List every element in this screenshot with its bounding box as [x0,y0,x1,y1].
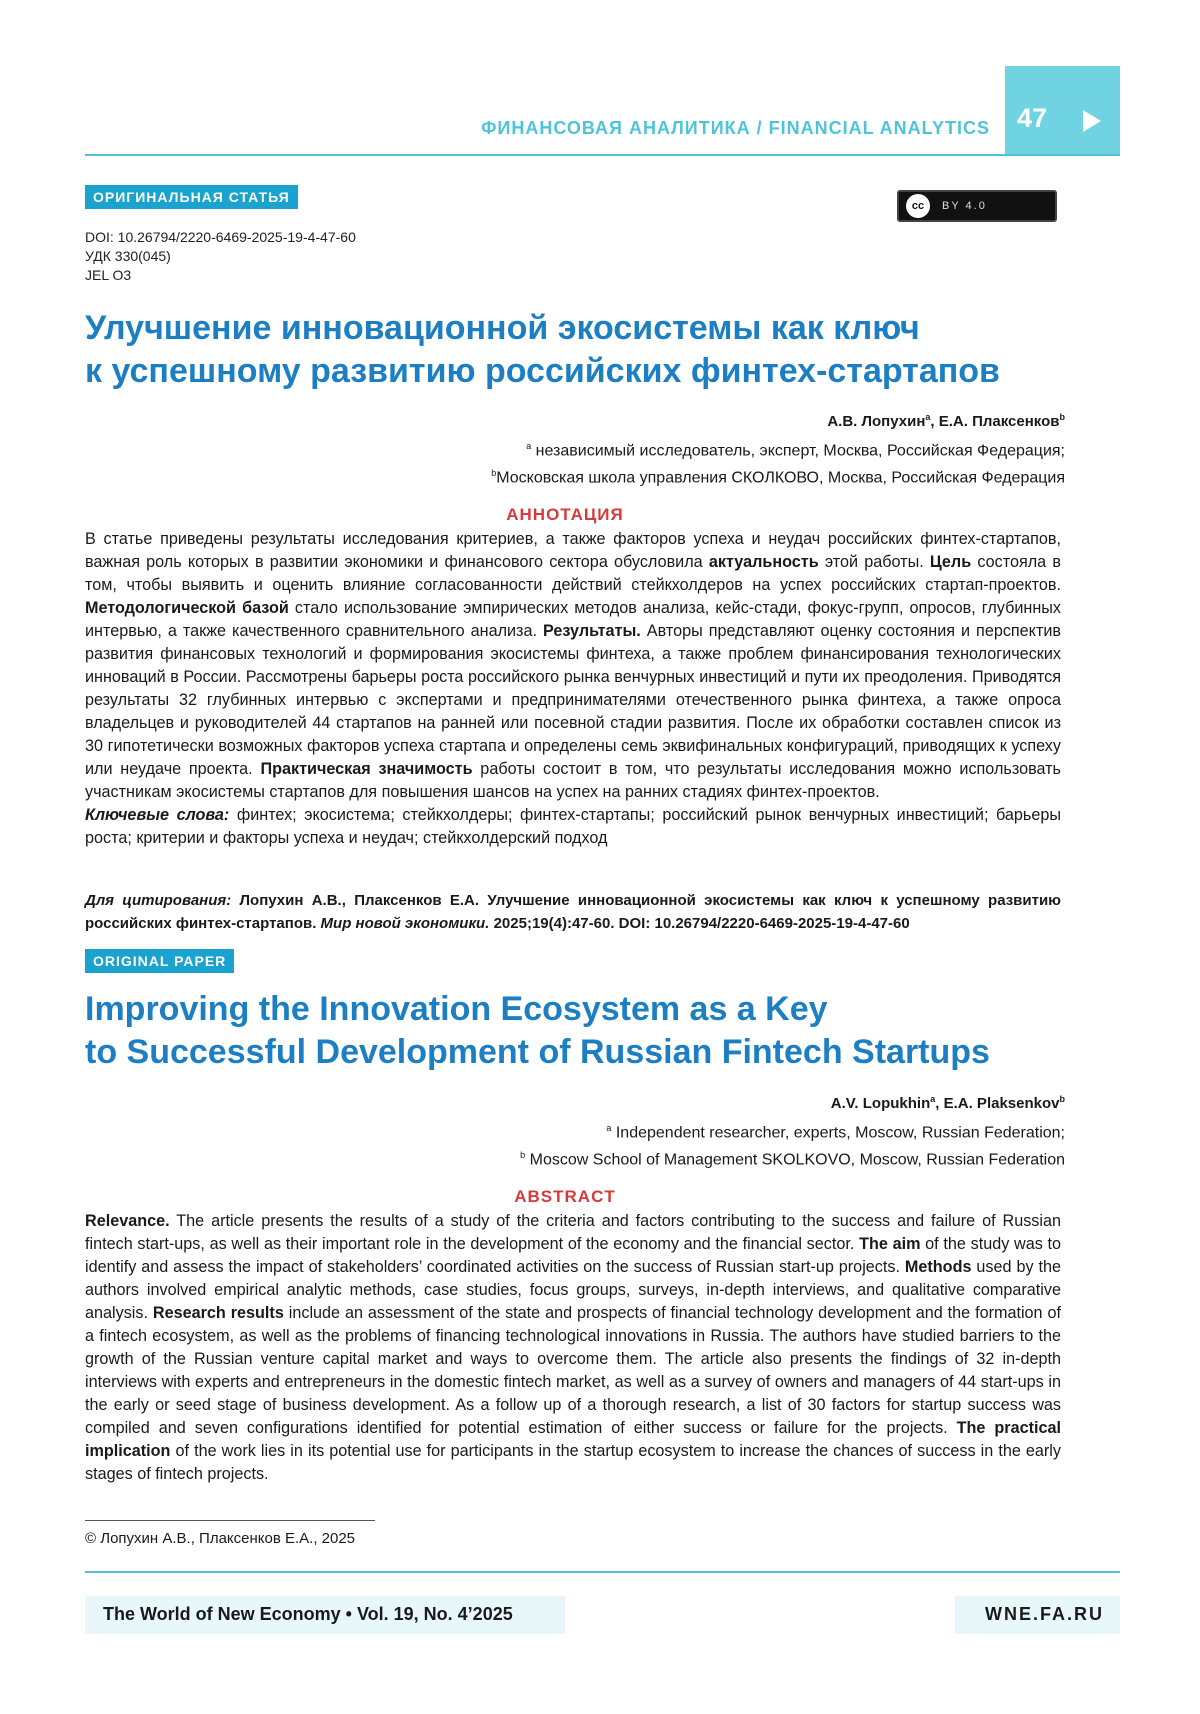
citation-block: Для цитирования: Лопухин А.В., Плаксенков Е.А. Улучшение инновационной экосистемы как ключ к успешному развитию российских финтех-стартапов. Мир новой экономики. 2025;19(4):47-60. DOI: 10.26794/2220-6469-2025-19-4-47-60 [85,892,1061,932]
authors-ru [85,412,1065,430]
arrow-right-icon [1083,110,1101,132]
header-divider [85,154,1120,156]
annotation-body: В статье приведены результаты исследования критериев, а также факторов успеха и неудач российских финтех-стартапов, важная роль которых в развитии экономики и финансового сектора обусловила актуальность этой работы. Цель состояла в том, чтобы выявить и оценить влияние согласованности действий стейкхолдеров на успех российских стартап-проектов. Методологической базой стало использование эмпирических методов анализа, кейс-стади, фокус-групп, опросов, глубинных интервью, а также качественного сравнительного анализа. Результаты. Авторы представляют оценку состояния и перспектив развития финансовых технологий и формирования экосистемы финтеха, а также проблем финансирования технологических инноваций в России. Рассмотрены барьеры роста российского рынка венчурных инвестиций и пути их преодоления. Приводятся результаты 32 глубинных интервью с экспертами и предпринимателями отечественного рынка финтеха, а также опроса владельцев и руководителей 44 стартапов на ранней или посевной стадии развития. После их обработки составлен список из 30 гипотетически возможных факторов успеха стартапа и определены семь эквифинальных конфигураций, приводящих к успеху или неудаче проекта. Практическая значимость работы состоит в том, что результаты исследования можно использовать участникам экосистемы стартапов для повышения шансов на успех на ранних стадиях финтех-проектов. Ключевые слова: финтех; экосистема; стейкхолдеры; финтех-стартапы; российский рынок венчурных инвестиций; барьеры роста; критерии и факторы успеха и неудач; стейкхолдерский подход [85,530,1062,847]
jel: JEL O3 [85,267,132,283]
page-number: 47 [1017,103,1048,133]
title-line-2: to Successful Development of Russian Fintech Startups [85,1033,990,1071]
author-separator: , [930,413,939,430]
affiliation-a: $^a$ Independent researcher, experts, Moscow, Russian Federation; [606,1123,1065,1142]
author-affiliation-mark: b [1059,1094,1065,1104]
cc-icon: cc [906,194,930,218]
author-name: Е.А. Плаксенков [938,413,1060,430]
article-type-badge-en: ORIGINAL PAPER [85,949,234,973]
footer-divider [85,1571,1120,1573]
author-name: А.В. Лопухин [827,413,926,430]
author-name: E.A. Plaksenkov [943,1095,1060,1112]
doi[interactable]: DOI: 10.26794/2220-6469-2025-19-4-47-60 [85,229,356,245]
affiliations-ru [85,435,1065,490]
affiliation-b: $^b$Московская школа управления СКОЛКОВО, Москва, Российская Федерация [491,468,1065,487]
cc-license-label: BY 4.0 [942,200,987,212]
authors-en [85,1094,1065,1112]
author-affiliation-mark: a [925,412,931,422]
udk: УДК 330(045) [85,248,171,264]
affiliation-a: $^a$ независимый исследователь, эксперт, Москва, Российская Федерация; [526,441,1065,460]
author-separator: , [935,1095,944,1112]
article-title-ru [85,307,1085,393]
keywords-label: Ключевые слова: [85,806,230,824]
affiliation-b: $^b$ Moscow School of Management SKOLKOVO, Moscow, Russian Federation [520,1150,1065,1169]
abstract-body: Relevance. The article presents the results of a study of the criteria and factors contributing to the success and failure of Russian fintech start-ups, as well as their important role in the development of the economy and the financial sector. The aim of the study was to identify and assess the impact of stakeholders’ coordinated activities on the success of Russian start-up projects. Methods used by the authors involved empirical analytic methods, case studies, focus groups, surveys, in-depth interviews, and qualitative comparative analysis. Research results include an assessment of the state and prospects of financial technology development and the formation of a fintech ecosystem, as well as the problems of financing technological innovations in Russia. The authors have studied barriers to the growth of the Russian venture capital market and ways to overcome them. The article also presents the findings of 32 in-depth interviews with experts and entrepreneurs in the domestic fintech market, as well as a survey of owners and managers of 44 start-ups in the early or seed stage of business development. As a follow up of a thorough research, a list of 30 factors for startup success was compiled and seven configurations identified for potential estimation of either success or failure for the projects. The practical implication of the work lies in its potential use for participants in the startup ecosystem to increase the chances of success in the early stages of fintech projects. [85,1212,1062,1483]
article-title-en [85,988,1085,1074]
footer-site-link[interactable]: WNE.FA.RU [985,1604,1104,1624]
keywords-text: финтех; экосистема; стейкхолдеры; финтех-стартапы; российский рынок венчурных инвестиций; барьеры роста; критерии и факторы успеха и неудач; стейкхолдерский подход [85,806,1061,847]
copyright-divider [85,1520,375,1521]
author-affiliation-mark: b [1059,412,1065,422]
article-type-badge-ru: ОРИГИНАЛЬНАЯ СТАТЬЯ [85,185,298,209]
copyright-notice: © Лопухин А.В., Плаксенков Е.А., 2025 [85,1530,356,1547]
abstract-heading: ABSTRACT [514,1187,616,1206]
affiliations-en [85,1117,1065,1172]
title-line-2: к успешному развитию российских финтех-стартапов [85,352,1000,390]
author-affiliation-mark: a [930,1094,936,1104]
author-name: A.V. Lopukhin [830,1095,931,1112]
footer-journal: The World of New Economy • Vol. 19, No. 4’2025 [103,1604,513,1624]
title-line-1: Улучшение инновационной экосистемы как ключ [85,309,920,347]
annotation-heading: АННОТАЦИЯ [506,505,624,524]
cc-license-badge[interactable] [897,190,1057,222]
title-line-1: Improving the Innovation Ecosystem as a Key [85,990,828,1028]
running-header-section: ФИНАНСОВАЯ АНАЛИТИКА / FINANCIAL ANALYTICS [481,118,990,138]
